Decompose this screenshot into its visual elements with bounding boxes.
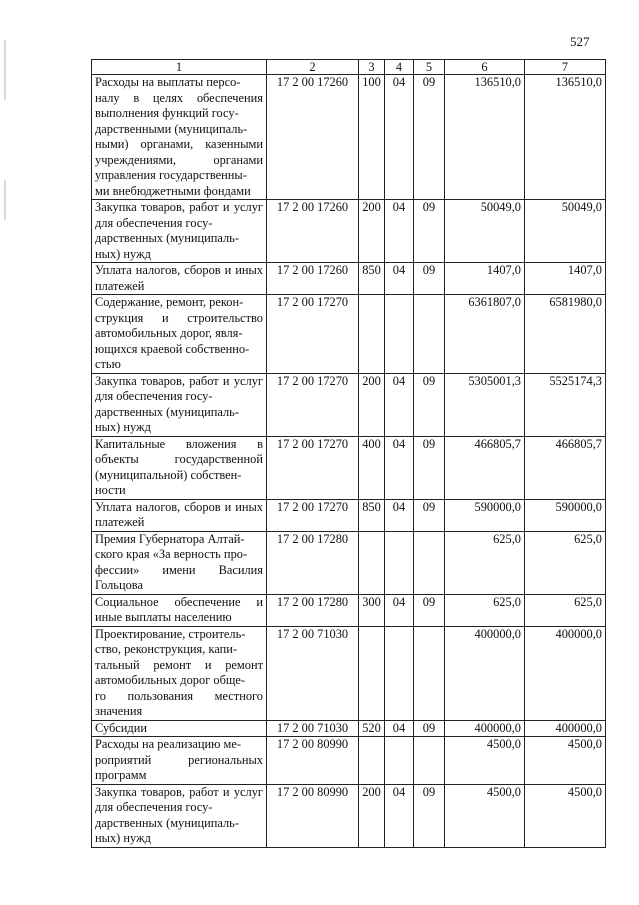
expense-type-cell: 850 <box>359 499 385 531</box>
target-article-cell: 17 2 00 80990 <box>267 784 359 847</box>
expense-type-cell <box>359 626 385 720</box>
target-article-cell: 17 2 00 17270 <box>267 373 359 436</box>
expense-type-cell <box>359 295 385 374</box>
subsection-cell: 09 <box>414 263 445 295</box>
amount-year2-cell: 466805,7 <box>525 436 606 499</box>
amount-year1-cell: 1407,0 <box>445 263 525 295</box>
row-name-cell: Проектирование, строитель- ство, реконструкция, капи- тальный ремонт и ремонт автомобильных дорог обще- го пользования местного значения <box>92 626 267 720</box>
section-cell: 04 <box>385 200 414 263</box>
row-name-cell: Премия Губернатора Алтай- ского края «За верность про- фессии» имени Василия Гольцова <box>92 531 267 594</box>
column-header: 3 <box>359 60 385 75</box>
row-name-cell: Закупка товаров, работ и услуг для обеспечения госу- дарственных (муниципаль- ных) нужд <box>92 200 267 263</box>
section-cell: 04 <box>385 436 414 499</box>
amount-year1-cell: 6361807,0 <box>445 295 525 374</box>
target-article-cell: 17 2 00 17270 <box>267 499 359 531</box>
section-cell: 04 <box>385 373 414 436</box>
table-row <box>92 737 606 785</box>
row-name-cell: Расходы на реализацию ме- роприятий региональных программ <box>92 737 267 785</box>
amount-year2-cell: 5525174,3 <box>525 373 606 436</box>
amount-year2-cell: 400000,0 <box>525 720 606 737</box>
table-row <box>92 263 606 295</box>
amount-year2-cell: 50049,0 <box>525 200 606 263</box>
subsection-cell <box>414 531 445 594</box>
budget-table <box>91 59 606 848</box>
amount-year1-cell: 4500,0 <box>445 737 525 785</box>
row-name-cell: Капитальные вложения в объекты государственной (муниципальной) собствен- ности <box>92 436 267 499</box>
section-cell <box>385 626 414 720</box>
amount-year2-cell: 625,0 <box>525 531 606 594</box>
table-row <box>92 594 606 626</box>
subsection-cell: 09 <box>414 200 445 263</box>
scan-edge-mark <box>4 180 6 220</box>
amount-year1-cell: 590000,0 <box>445 499 525 531</box>
expense-type-cell: 200 <box>359 200 385 263</box>
amount-year1-cell: 400000,0 <box>445 626 525 720</box>
expense-type-cell: 850 <box>359 263 385 295</box>
target-article-cell: 17 2 00 17260 <box>267 200 359 263</box>
amount-year1-cell: 466805,7 <box>445 436 525 499</box>
column-header: 5 <box>414 60 445 75</box>
section-cell: 04 <box>385 75 414 200</box>
target-article-cell: 17 2 00 80990 <box>267 737 359 785</box>
row-name-cell: Уплата налогов, сборов и иных платежей <box>92 499 267 531</box>
amount-year2-cell: 400000,0 <box>525 626 606 720</box>
expense-type-cell <box>359 531 385 594</box>
target-article-cell: 17 2 00 17260 <box>267 75 359 200</box>
section-cell: 04 <box>385 784 414 847</box>
row-name-cell: Закупка товаров, работ и услуг для обеспечения госу- дарственных (муниципаль- ных) нужд <box>92 373 267 436</box>
amount-year2-cell: 1407,0 <box>525 263 606 295</box>
expense-type-cell: 400 <box>359 436 385 499</box>
expense-type-cell: 200 <box>359 373 385 436</box>
page-number: 527 <box>570 34 590 49</box>
row-name-cell: Содержание, ремонт, рекон- струкция и строительство автомобильных дорог, явля- ющихся краевой собственно- стью <box>92 295 267 374</box>
section-cell <box>385 531 414 594</box>
column-header: 6 <box>445 60 525 75</box>
row-name-cell: Уплата налогов, сборов и иных платежей <box>92 263 267 295</box>
amount-year2-cell: 4500,0 <box>525 737 606 785</box>
amount-year1-cell: 400000,0 <box>445 720 525 737</box>
table-body <box>92 75 606 848</box>
header-row <box>92 60 606 75</box>
amount-year2-cell: 136510,0 <box>525 75 606 200</box>
amount-year2-cell: 6581980,0 <box>525 295 606 374</box>
amount-year1-cell: 4500,0 <box>445 784 525 847</box>
table-row <box>92 75 606 200</box>
section-cell: 04 <box>385 594 414 626</box>
expense-type-cell: 100 <box>359 75 385 200</box>
subsection-cell: 09 <box>414 75 445 200</box>
section-cell: 04 <box>385 720 414 737</box>
amount-year2-cell: 625,0 <box>525 594 606 626</box>
table-row <box>92 200 606 263</box>
table-row <box>92 373 606 436</box>
table-row <box>92 784 606 847</box>
section-cell <box>385 295 414 374</box>
amount-year1-cell: 625,0 <box>445 531 525 594</box>
column-header: 7 <box>525 60 606 75</box>
subsection-cell <box>414 295 445 374</box>
section-cell <box>385 737 414 785</box>
amount-year2-cell: 590000,0 <box>525 499 606 531</box>
row-name-cell: Закупка товаров, работ и услуг для обеспечения госу- дарственных (муниципаль- ных) нужд <box>92 784 267 847</box>
section-cell: 04 <box>385 499 414 531</box>
expense-type-cell: 520 <box>359 720 385 737</box>
table-row <box>92 436 606 499</box>
expense-type-cell: 200 <box>359 784 385 847</box>
expense-type-cell: 300 <box>359 594 385 626</box>
row-name-cell: Субсидии <box>92 720 267 737</box>
amount-year2-cell: 4500,0 <box>525 784 606 847</box>
subsection-cell: 09 <box>414 784 445 847</box>
table-row <box>92 295 606 374</box>
subsection-cell: 09 <box>414 594 445 626</box>
subsection-cell: 09 <box>414 499 445 531</box>
amount-year1-cell: 50049,0 <box>445 200 525 263</box>
expense-type-cell <box>359 737 385 785</box>
scan-edge-mark <box>4 40 6 100</box>
subsection-cell: 09 <box>414 720 445 737</box>
column-header: 2 <box>267 60 359 75</box>
target-article-cell: 17 2 00 17270 <box>267 295 359 374</box>
target-article-cell: 17 2 00 71030 <box>267 626 359 720</box>
target-article-cell: 17 2 00 17270 <box>267 436 359 499</box>
amount-year1-cell: 625,0 <box>445 594 525 626</box>
target-article-cell: 17 2 00 17260 <box>267 263 359 295</box>
subsection-cell: 09 <box>414 436 445 499</box>
row-name-cell: Расходы на выплаты персо- налу в целях обеспечения выполнения функций госу- дарственными (муниципаль- ными) органами, казенными учреждениями, органами управления государственны- ми внебюджетными фондами <box>92 75 267 200</box>
row-name-cell: Социальное обеспечение и иные выплаты населению <box>92 594 267 626</box>
subsection-cell: 09 <box>414 373 445 436</box>
column-header: 1 <box>92 60 267 75</box>
section-cell: 04 <box>385 263 414 295</box>
subsection-cell <box>414 626 445 720</box>
target-article-cell: 17 2 00 17280 <box>267 594 359 626</box>
column-header: 4 <box>385 60 414 75</box>
target-article-cell: 17 2 00 17280 <box>267 531 359 594</box>
subsection-cell <box>414 737 445 785</box>
table-row <box>92 720 606 737</box>
amount-year1-cell: 136510,0 <box>445 75 525 200</box>
amount-year1-cell: 5305001,3 <box>445 373 525 436</box>
table-row <box>92 499 606 531</box>
table-row <box>92 626 606 720</box>
table-row <box>92 531 606 594</box>
target-article-cell: 17 2 00 71030 <box>267 720 359 737</box>
